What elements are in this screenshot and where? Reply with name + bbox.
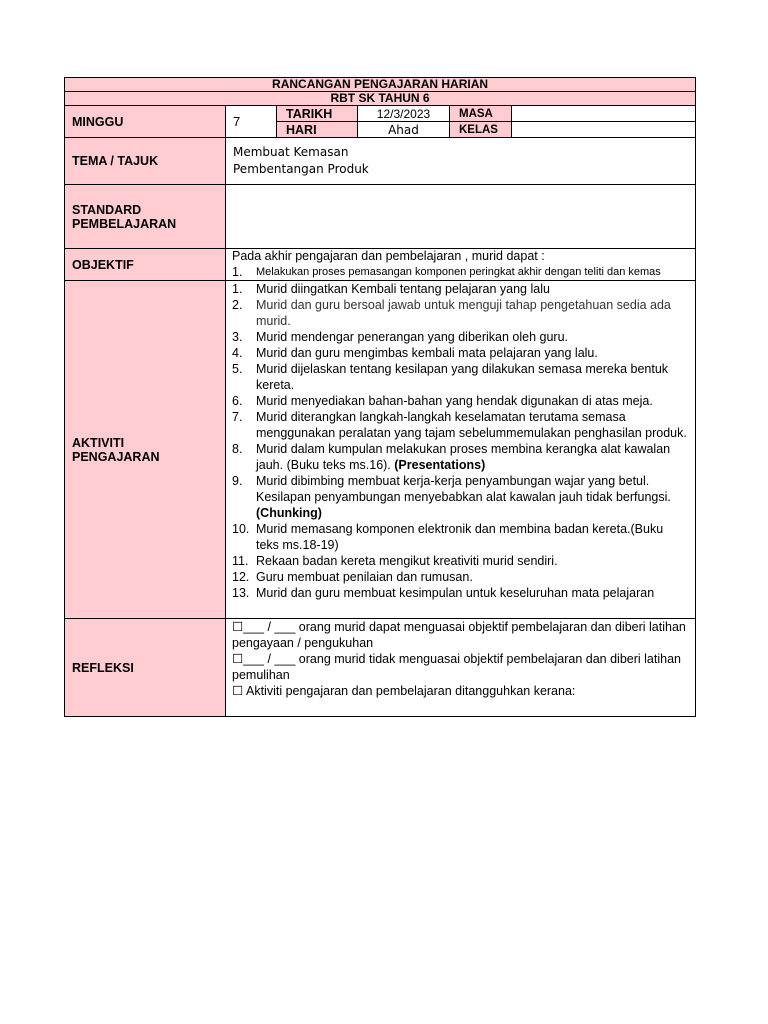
aktiviti-item [226,441,695,473]
tema-value [226,138,696,185]
aktiviti-label-line-2: PENGAJARAN [72,449,160,464]
tema-label: TEMA / TAJUK [65,138,226,185]
aktiviti-list [226,281,695,601]
aktiviti-item [226,569,695,585]
minggu-value: 7 [226,106,277,138]
item-text-tag: (Chunking) [256,506,322,520]
item-number: 6. [232,394,243,408]
item-number: 4. [232,346,243,360]
objektif-label: OBJEKTIF [65,249,226,281]
item-number: 2. [232,298,243,312]
item-text [256,441,695,473]
item-text-main: Murid dalam kumpulan melakukan proses membina kerangka alat kawalan jauh. (Buku teks ms.16). [256,442,671,472]
item-text-tag: (Presentations) [394,458,486,472]
item-number: 8. [232,442,243,456]
aktiviti-item [226,361,695,393]
item-text: Murid memasang komponen elektronik dan membina badan kereta.(Buku teks ms.18-19) [256,522,664,552]
tarikh-value: 12/3/2023 [358,106,450,122]
lesson-plan-table [64,77,696,717]
tema-line-1: Membuat Kemasan [233,145,349,159]
item-text: Murid dan guru membuat kesimpulan untuk keseluruhan mata pelajaran [256,586,655,600]
item-number: 5. [232,362,243,376]
item-text: Guru membuat penilaian dan rumusan. [256,570,473,584]
masa-value [512,106,696,122]
item-text: Murid mendengar penerangan yang diberikan oleh guru. [256,330,569,344]
item-number: 3. [232,330,243,344]
plan-title: RANCANGAN PENGAJARAN HARIAN [65,78,696,92]
aktiviti-content [226,281,696,619]
item-text: Rekaan badan kereta mengikut kreativiti murid sendiri. [256,554,558,568]
objektif-item-text: Melakukan proses pemasangan komponen peringkat akhir dengan teliti dan kemas [256,266,661,278]
item-text [256,473,695,521]
aktiviti-label [65,281,226,619]
aktiviti-item [226,393,695,409]
refleksi-line-1: ☐___ / ___ orang murid dapat menguasai objektif pembelajaran dan diberi latihan pengayaan / pengukuhan [232,620,686,650]
item-text: Murid dan guru mengimbas kembali mata pelajaran yang lalu. [256,346,598,360]
aktiviti-item [226,281,695,297]
item-number: 11. [232,554,249,568]
aktiviti-item [226,521,695,553]
refleksi-label: REFLEKSI [65,619,226,717]
aktiviti-item [226,585,695,601]
item-text: Murid diterangkan langkah-langkah keselamatan terutama semasa menggunakan peralatan yang tajam sebelummemulakan penghasilan produk. [256,410,687,440]
item-text: Murid menyediakan bahan-bahan yang hendak digunakan di atas meja. [256,394,653,408]
aktiviti-item [226,345,695,361]
aktiviti-label-line-1: AKTIVITI [72,435,125,450]
item-number: 7. [232,410,243,424]
item-text: Murid dijelaskan tentang kesilapan yang dilakukan semasa mereka bentuk kereta. [256,362,669,392]
item-number: 12. [232,570,250,584]
aktiviti-item [226,473,695,521]
hari-value: Ahad [358,122,450,138]
item-text: Murid diingatkan Kembali tentang pelajaran yang lalu [256,282,550,296]
plan-subtitle: RBT SK TAHUN 6 [65,92,696,106]
aktiviti-item [226,409,695,441]
tema-line-2: Pembentangan Produk [233,162,369,176]
refleksi-line-2: ☐___ / ___ orang murid tidak menguasai objektif pembelajaran dan diberi latihan pemulihan [232,652,681,682]
item-number: 9. [232,474,243,488]
refleksi-content [226,619,696,717]
masa-label: MASA [450,106,512,122]
item-text: Murid dan guru bersoal jawab untuk menguji tahap pengetahuan sedia ada murid. [256,298,671,328]
item-number: 1. [232,282,243,296]
objektif-item [226,264,695,280]
kelas-value [512,122,696,138]
minggu-label: MINGGU [65,106,226,138]
item-number: 13. [232,586,250,600]
objektif-content [226,249,696,281]
kelas-label: KELAS [450,122,512,138]
standard-value [226,185,696,249]
tarikh-label: TARIKH [277,106,358,122]
standard-label-line-1: STANDARD [72,202,142,217]
objektif-item-num: 1. [232,265,243,279]
standard-label-line-2: PEMBELAJARAN [72,216,177,231]
aktiviti-item [226,553,695,569]
aktiviti-item [226,297,695,329]
refleksi-line-3: ☐ Aktiviti pengajaran dan pembelajaran ditangguhkan kerana: [232,684,576,698]
hari-label: HARI [277,122,358,138]
item-text-main: Murid dibimbing membuat kerja-kerja penyambungan wajar yang betul. Kesilapan penyambungan menyebabkan alat kawalan jauh tidak berfungsi. [256,474,671,504]
item-number: 10. [232,522,250,536]
aktiviti-item [226,329,695,345]
objektif-intro: Pada akhir pengajaran dan pembelajaran , murid dapat : [232,249,545,263]
standard-label [65,185,226,249]
